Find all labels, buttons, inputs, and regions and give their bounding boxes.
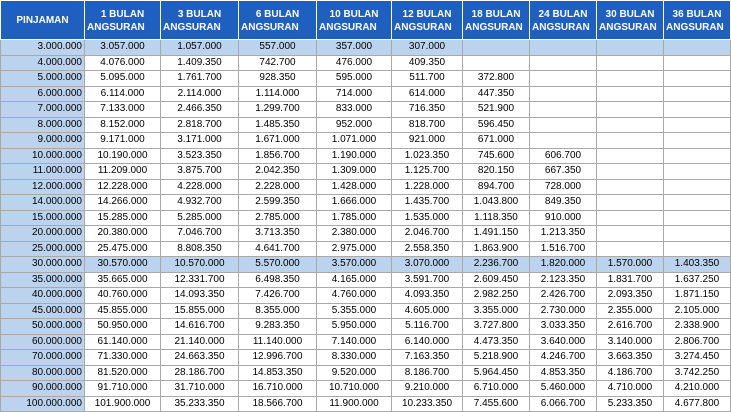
cell-angsuran: 1.535.000 bbox=[392, 210, 463, 226]
header-12-bulan: 12 BULAN ANGSURAN bbox=[392, 1, 463, 40]
cell-angsuran: 818.700 bbox=[392, 117, 463, 133]
cell-angsuran bbox=[530, 117, 597, 133]
cell-angsuran: 714.000 bbox=[317, 86, 392, 102]
cell-angsuran: 7.046.700 bbox=[161, 226, 239, 242]
cell-angsuran bbox=[597, 40, 664, 56]
cell-angsuran: 9.520.000 bbox=[317, 365, 392, 381]
cell-pinjaman: 90.000.000 bbox=[1, 381, 85, 397]
cell-angsuran: 8.330.000 bbox=[317, 350, 392, 366]
cell-angsuran: 2.380.000 bbox=[317, 226, 392, 242]
cell-angsuran: 357.000 bbox=[317, 40, 392, 56]
cell-angsuran bbox=[664, 117, 731, 133]
cell-angsuran: 1.309.000 bbox=[317, 164, 392, 180]
cell-angsuran: 2.228.000 bbox=[239, 179, 317, 195]
cell-angsuran: 4.186.700 bbox=[597, 365, 664, 381]
cell-angsuran: 1.516.700 bbox=[530, 241, 597, 257]
header-18-bulan: 18 BULAN ANGSURAN bbox=[463, 1, 530, 40]
table-row bbox=[1, 117, 731, 133]
cell-angsuran: 5.116.700 bbox=[392, 319, 463, 335]
cell-angsuran bbox=[530, 71, 597, 87]
cell-angsuran: 50.950.000 bbox=[85, 319, 161, 335]
cell-angsuran: 9.210.000 bbox=[392, 381, 463, 397]
cell-angsuran: 2.609.450 bbox=[463, 272, 530, 288]
cell-angsuran bbox=[664, 241, 731, 257]
cell-angsuran: 14.266.000 bbox=[85, 195, 161, 211]
cell-angsuran: 7.163.350 bbox=[392, 350, 463, 366]
cell-angsuran: 101.900.000 bbox=[85, 396, 161, 412]
cell-angsuran: 1.299.700 bbox=[239, 102, 317, 118]
cell-angsuran: 1.114.000 bbox=[239, 86, 317, 102]
cell-angsuran: 12.228.000 bbox=[85, 179, 161, 195]
cell-angsuran: 4.760.000 bbox=[317, 288, 392, 304]
cell-angsuran: 25.475.000 bbox=[85, 241, 161, 257]
table-row bbox=[1, 365, 731, 381]
cell-angsuran: 1.043.800 bbox=[463, 195, 530, 211]
cell-angsuran: 6.710.000 bbox=[463, 381, 530, 397]
cell-angsuran bbox=[463, 55, 530, 71]
cell-angsuran: 928.350 bbox=[239, 71, 317, 87]
cell-angsuran: 10.710.000 bbox=[317, 381, 392, 397]
cell-angsuran bbox=[664, 164, 731, 180]
cell-angsuran: 4.076.000 bbox=[85, 55, 161, 71]
cell-angsuran: 511.700 bbox=[392, 71, 463, 87]
cell-angsuran: 833.000 bbox=[317, 102, 392, 118]
cell-angsuran: 1.118.350 bbox=[463, 210, 530, 226]
cell-angsuran bbox=[597, 241, 664, 257]
cell-angsuran bbox=[530, 133, 597, 149]
cell-angsuran bbox=[664, 40, 731, 56]
cell-angsuran: 11.900.000 bbox=[317, 396, 392, 412]
cell-angsuran: 1.637.250 bbox=[664, 272, 731, 288]
cell-angsuran: 61.140.000 bbox=[85, 334, 161, 350]
cell-angsuran: 8.808.350 bbox=[161, 241, 239, 257]
header-6-bulan: 6 BULAN ANGSURAN bbox=[239, 1, 317, 40]
cell-angsuran: 81.520.000 bbox=[85, 365, 161, 381]
cell-angsuran: 921.000 bbox=[392, 133, 463, 149]
cell-angsuran bbox=[597, 71, 664, 87]
cell-angsuran: 667.350 bbox=[530, 164, 597, 180]
table-row bbox=[1, 164, 731, 180]
cell-angsuran: 3.057.000 bbox=[85, 40, 161, 56]
cell-angsuran: 952.000 bbox=[317, 117, 392, 133]
table-row bbox=[1, 257, 731, 273]
table-row bbox=[1, 148, 731, 164]
cell-pinjaman: 35.000.000 bbox=[1, 272, 85, 288]
cell-angsuran: 1.856.700 bbox=[239, 148, 317, 164]
cell-angsuran bbox=[664, 148, 731, 164]
cell-pinjaman: 30.000.000 bbox=[1, 257, 85, 273]
cell-pinjaman: 80.000.000 bbox=[1, 365, 85, 381]
table-row bbox=[1, 210, 731, 226]
cell-angsuran bbox=[530, 40, 597, 56]
cell-angsuran: 3.591.700 bbox=[392, 272, 463, 288]
cell-angsuran bbox=[664, 179, 731, 195]
cell-angsuran bbox=[597, 86, 664, 102]
cell-angsuran: 910.000 bbox=[530, 210, 597, 226]
cell-angsuran: 4.093.350 bbox=[392, 288, 463, 304]
cell-angsuran: 745.600 bbox=[463, 148, 530, 164]
cell-angsuran: 2.114.000 bbox=[161, 86, 239, 102]
cell-angsuran bbox=[597, 102, 664, 118]
cell-angsuran: 31.710.000 bbox=[161, 381, 239, 397]
cell-pinjaman: 50.000.000 bbox=[1, 319, 85, 335]
cell-pinjaman: 12.000.000 bbox=[1, 179, 85, 195]
cell-angsuran: 12.996.700 bbox=[239, 350, 317, 366]
cell-angsuran: 2.123.350 bbox=[530, 272, 597, 288]
cell-angsuran: 8.152.000 bbox=[85, 117, 161, 133]
table-row bbox=[1, 226, 731, 242]
cell-angsuran: 71.330.000 bbox=[85, 350, 161, 366]
cell-angsuran: 16.710.000 bbox=[239, 381, 317, 397]
table-row bbox=[1, 86, 731, 102]
cell-angsuran: 14.853.350 bbox=[239, 365, 317, 381]
cell-pinjaman: 8.000.000 bbox=[1, 117, 85, 133]
cell-angsuran: 7.140.000 bbox=[317, 334, 392, 350]
table-row bbox=[1, 179, 731, 195]
cell-angsuran: 2.558.350 bbox=[392, 241, 463, 257]
cell-angsuran: 3.070.000 bbox=[392, 257, 463, 273]
cell-angsuran bbox=[597, 133, 664, 149]
cell-angsuran: 12.331.700 bbox=[161, 272, 239, 288]
cell-angsuran: 606.700 bbox=[530, 148, 597, 164]
cell-angsuran: 8.186.700 bbox=[392, 365, 463, 381]
cell-angsuran: 1.125.700 bbox=[392, 164, 463, 180]
cell-angsuran: 3.171.000 bbox=[161, 133, 239, 149]
cell-angsuran: 1.428.000 bbox=[317, 179, 392, 195]
cell-angsuran: 716.350 bbox=[392, 102, 463, 118]
cell-angsuran: 14.093.350 bbox=[161, 288, 239, 304]
cell-pinjaman: 5.000.000 bbox=[1, 71, 85, 87]
table-row bbox=[1, 195, 731, 211]
cell-pinjaman: 45.000.000 bbox=[1, 303, 85, 319]
cell-angsuran: 409.350 bbox=[392, 55, 463, 71]
cell-angsuran: 5.218.900 bbox=[463, 350, 530, 366]
cell-angsuran: 45.855.000 bbox=[85, 303, 161, 319]
header-pinjaman: PINJAMAN bbox=[1, 1, 85, 40]
cell-angsuran: 1.820.000 bbox=[530, 257, 597, 273]
table-row bbox=[1, 55, 731, 71]
cell-angsuran: 1.666.000 bbox=[317, 195, 392, 211]
cell-angsuran: 3.523.350 bbox=[161, 148, 239, 164]
cell-angsuran: 372.800 bbox=[463, 71, 530, 87]
cell-angsuran bbox=[530, 55, 597, 71]
cell-angsuran: 2.338.900 bbox=[664, 319, 731, 335]
cell-angsuran: 5.570.000 bbox=[239, 257, 317, 273]
cell-angsuran bbox=[530, 102, 597, 118]
cell-angsuran: 1.071.000 bbox=[317, 133, 392, 149]
cell-angsuran: 6.140.000 bbox=[392, 334, 463, 350]
cell-angsuran: 1.409.350 bbox=[161, 55, 239, 71]
cell-angsuran: 3.140.000 bbox=[597, 334, 664, 350]
header-24-bulan: 24 BULAN ANGSURAN bbox=[530, 1, 597, 40]
header-36-bulan: 36 BULAN ANGSURAN bbox=[664, 1, 731, 40]
cell-angsuran: 1.213.350 bbox=[530, 226, 597, 242]
cell-angsuran: 7.426.700 bbox=[239, 288, 317, 304]
cell-angsuran: 2.616.700 bbox=[597, 319, 664, 335]
cell-pinjaman: 20.000.000 bbox=[1, 226, 85, 242]
cell-angsuran bbox=[597, 164, 664, 180]
cell-angsuran: 4.246.700 bbox=[530, 350, 597, 366]
cell-angsuran: 671.000 bbox=[463, 133, 530, 149]
cell-angsuran: 2.105.000 bbox=[664, 303, 731, 319]
cell-angsuran: 24.663.350 bbox=[161, 350, 239, 366]
cell-angsuran: 6.498.350 bbox=[239, 272, 317, 288]
cell-angsuran bbox=[664, 226, 731, 242]
table-row bbox=[1, 350, 731, 366]
header-3-bulan: 3 BULAN ANGSURAN bbox=[161, 1, 239, 40]
cell-angsuran bbox=[597, 148, 664, 164]
cell-angsuran: 614.000 bbox=[392, 86, 463, 102]
cell-pinjaman: 6.000.000 bbox=[1, 86, 85, 102]
cell-angsuran: 10.570.000 bbox=[161, 257, 239, 273]
table-row bbox=[1, 396, 731, 412]
cell-pinjaman: 60.000.000 bbox=[1, 334, 85, 350]
cell-angsuran: 11.209.000 bbox=[85, 164, 161, 180]
cell-angsuran: 3.033.350 bbox=[530, 319, 597, 335]
cell-angsuran: 1.485.350 bbox=[239, 117, 317, 133]
table-row bbox=[1, 288, 731, 304]
cell-angsuran: 2.093.350 bbox=[597, 288, 664, 304]
cell-angsuran bbox=[597, 117, 664, 133]
cell-angsuran: 5.964.450 bbox=[463, 365, 530, 381]
cell-angsuran: 7.133.000 bbox=[85, 102, 161, 118]
cell-angsuran: 15.855.000 bbox=[161, 303, 239, 319]
cell-pinjaman: 40.000.000 bbox=[1, 288, 85, 304]
cell-angsuran: 3.742.250 bbox=[664, 365, 731, 381]
cell-pinjaman: 100.000.000 bbox=[1, 396, 85, 412]
cell-angsuran: 1.671.000 bbox=[239, 133, 317, 149]
cell-angsuran: 1.871.150 bbox=[664, 288, 731, 304]
cell-angsuran: 5.950.000 bbox=[317, 319, 392, 335]
cell-angsuran: 4.473.350 bbox=[463, 334, 530, 350]
cell-angsuran: 10.190.000 bbox=[85, 148, 161, 164]
cell-angsuran: 1.057.000 bbox=[161, 40, 239, 56]
cell-angsuran: 4.641.700 bbox=[239, 241, 317, 257]
cell-angsuran: 3.713.350 bbox=[239, 226, 317, 242]
cell-angsuran: 7.455.600 bbox=[463, 396, 530, 412]
cell-angsuran bbox=[664, 133, 731, 149]
cell-angsuran: 1.228.000 bbox=[392, 179, 463, 195]
cell-angsuran bbox=[597, 55, 664, 71]
cell-angsuran: 2.982.250 bbox=[463, 288, 530, 304]
table-row bbox=[1, 272, 731, 288]
cell-angsuran: 2.355.000 bbox=[597, 303, 664, 319]
cell-angsuran: 9.171.000 bbox=[85, 133, 161, 149]
cell-angsuran: 4.677.800 bbox=[664, 396, 731, 412]
cell-pinjaman: 14.000.000 bbox=[1, 195, 85, 211]
cell-angsuran bbox=[597, 195, 664, 211]
cell-angsuran: 4.710.000 bbox=[597, 381, 664, 397]
cell-angsuran: 894.700 bbox=[463, 179, 530, 195]
cell-angsuran: 4.228.000 bbox=[161, 179, 239, 195]
cell-angsuran: 10.233.350 bbox=[392, 396, 463, 412]
cell-pinjaman: 9.000.000 bbox=[1, 133, 85, 149]
cell-angsuran bbox=[664, 210, 731, 226]
cell-angsuran: 6.066.700 bbox=[530, 396, 597, 412]
cell-angsuran: 1.785.000 bbox=[317, 210, 392, 226]
cell-angsuran: 1.863.900 bbox=[463, 241, 530, 257]
cell-angsuran: 5.233.350 bbox=[597, 396, 664, 412]
cell-angsuran bbox=[664, 55, 731, 71]
cell-angsuran: 2.975.000 bbox=[317, 241, 392, 257]
cell-angsuran: 2.818.700 bbox=[161, 117, 239, 133]
table-row bbox=[1, 319, 731, 335]
cell-angsuran bbox=[664, 86, 731, 102]
cell-angsuran: 5.095.000 bbox=[85, 71, 161, 87]
table-row bbox=[1, 303, 731, 319]
cell-angsuran: 4.932.700 bbox=[161, 195, 239, 211]
cell-angsuran: 2.730.000 bbox=[530, 303, 597, 319]
cell-angsuran: 1.491.150 bbox=[463, 226, 530, 242]
cell-pinjaman: 10.000.000 bbox=[1, 148, 85, 164]
cell-angsuran: 14.616.700 bbox=[161, 319, 239, 335]
cell-angsuran: 2.046.700 bbox=[392, 226, 463, 242]
header-1-bulan: 1 BULAN ANGSURAN bbox=[85, 1, 161, 40]
cell-angsuran: 4.605.000 bbox=[392, 303, 463, 319]
cell-angsuran: 11.140.000 bbox=[239, 334, 317, 350]
table-row bbox=[1, 381, 731, 397]
cell-angsuran: 9.283.350 bbox=[239, 319, 317, 335]
cell-angsuran: 91.710.000 bbox=[85, 381, 161, 397]
cell-angsuran: 2.042.350 bbox=[239, 164, 317, 180]
cell-angsuran: 4.165.000 bbox=[317, 272, 392, 288]
cell-angsuran bbox=[664, 71, 731, 87]
cell-angsuran: 849.350 bbox=[530, 195, 597, 211]
cell-angsuran: 3.274.450 bbox=[664, 350, 731, 366]
cell-angsuran: 15.285.000 bbox=[85, 210, 161, 226]
cell-angsuran: 30.570.000 bbox=[85, 257, 161, 273]
table-row bbox=[1, 241, 731, 257]
cell-angsuran: 728.000 bbox=[530, 179, 597, 195]
header-30-bulan: 30 BULAN ANGSURAN bbox=[597, 1, 664, 40]
cell-angsuran: 2.426.700 bbox=[530, 288, 597, 304]
cell-angsuran bbox=[530, 86, 597, 102]
table-row bbox=[1, 334, 731, 350]
cell-angsuran: 1.190.000 bbox=[317, 148, 392, 164]
cell-pinjaman: 4.000.000 bbox=[1, 55, 85, 71]
cell-angsuran bbox=[597, 179, 664, 195]
cell-angsuran: 1.570.000 bbox=[597, 257, 664, 273]
cell-pinjaman: 15.000.000 bbox=[1, 210, 85, 226]
cell-angsuran: 1.403.350 bbox=[664, 257, 731, 273]
cell-angsuran: 1.023.350 bbox=[392, 148, 463, 164]
cell-angsuran: 28.186.700 bbox=[161, 365, 239, 381]
cell-angsuran: 21.140.000 bbox=[161, 334, 239, 350]
cell-angsuran: 4.210.000 bbox=[664, 381, 731, 397]
cell-angsuran: 595.000 bbox=[317, 71, 392, 87]
cell-angsuran: 820.150 bbox=[463, 164, 530, 180]
cell-angsuran: 2.466.350 bbox=[161, 102, 239, 118]
cell-angsuran: 2.785.000 bbox=[239, 210, 317, 226]
cell-angsuran: 6.114.000 bbox=[85, 86, 161, 102]
header-10-bulan: 10 BULAN ANGSURAN bbox=[317, 1, 392, 40]
cell-angsuran: 476.000 bbox=[317, 55, 392, 71]
cell-angsuran: 5.355.000 bbox=[317, 303, 392, 319]
cell-pinjaman: 25.000.000 bbox=[1, 241, 85, 257]
cell-angsuran: 4.853.350 bbox=[530, 365, 597, 381]
cell-angsuran: 307.000 bbox=[392, 40, 463, 56]
cell-angsuran bbox=[463, 40, 530, 56]
cell-angsuran: 5.460.000 bbox=[530, 381, 597, 397]
cell-angsuran: 5.285.000 bbox=[161, 210, 239, 226]
cell-angsuran: 1.831.700 bbox=[597, 272, 664, 288]
cell-angsuran: 3.355.000 bbox=[463, 303, 530, 319]
cell-angsuran: 1.761.700 bbox=[161, 71, 239, 87]
cell-pinjaman: 70.000.000 bbox=[1, 350, 85, 366]
table-row bbox=[1, 102, 731, 118]
cell-angsuran: 521.900 bbox=[463, 102, 530, 118]
cell-angsuran: 35.233.350 bbox=[161, 396, 239, 412]
table-row bbox=[1, 40, 731, 56]
cell-angsuran bbox=[664, 102, 731, 118]
table-row bbox=[1, 71, 731, 87]
cell-angsuran: 447.350 bbox=[463, 86, 530, 102]
cell-angsuran: 35.665.000 bbox=[85, 272, 161, 288]
cell-angsuran: 3.663.350 bbox=[597, 350, 664, 366]
cell-angsuran: 1.435.700 bbox=[392, 195, 463, 211]
cell-angsuran bbox=[597, 210, 664, 226]
cell-angsuran: 3.875.700 bbox=[161, 164, 239, 180]
cell-angsuran: 20.380.000 bbox=[85, 226, 161, 242]
cell-angsuran bbox=[597, 226, 664, 242]
cell-angsuran: 557.000 bbox=[239, 40, 317, 56]
cell-pinjaman: 3.000.000 bbox=[1, 40, 85, 56]
cell-angsuran: 8.355.000 bbox=[239, 303, 317, 319]
cell-angsuran: 3.570.000 bbox=[317, 257, 392, 273]
cell-angsuran: 3.640.000 bbox=[530, 334, 597, 350]
cell-angsuran: 40.760.000 bbox=[85, 288, 161, 304]
cell-angsuran: 18.566.700 bbox=[239, 396, 317, 412]
cell-angsuran: 2.599.350 bbox=[239, 195, 317, 211]
cell-angsuran: 742.700 bbox=[239, 55, 317, 71]
cell-pinjaman: 11.000.000 bbox=[1, 164, 85, 180]
cell-angsuran: 2.236.700 bbox=[463, 257, 530, 273]
table-body bbox=[1, 40, 731, 412]
cell-angsuran: 596.450 bbox=[463, 117, 530, 133]
cell-pinjaman: 7.000.000 bbox=[1, 102, 85, 118]
cell-angsuran bbox=[664, 195, 731, 211]
cell-angsuran: 2.806.700 bbox=[664, 334, 731, 350]
header-row bbox=[1, 1, 731, 40]
table-row bbox=[1, 133, 731, 149]
cell-angsuran: 3.727.800 bbox=[463, 319, 530, 335]
